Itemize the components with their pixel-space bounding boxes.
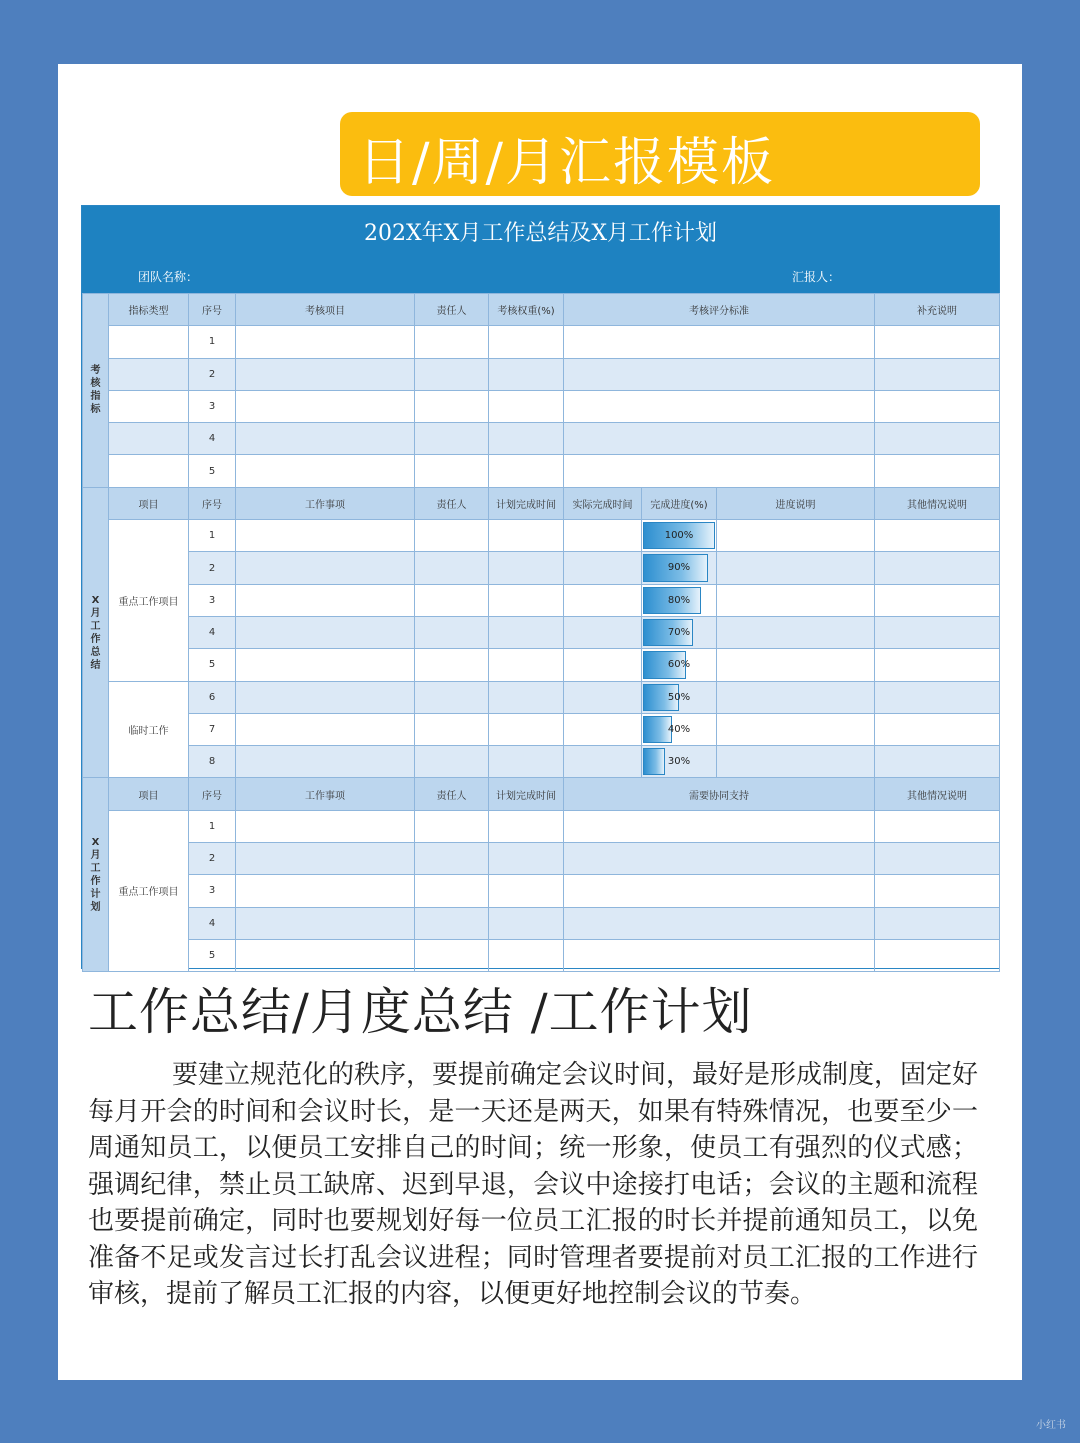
table-cell: [236, 681, 415, 713]
table-cell: [236, 358, 415, 390]
table-cell: [564, 907, 875, 939]
table-cell: [489, 552, 564, 584]
table-cell: [875, 681, 1000, 713]
table-cell: [564, 390, 875, 422]
table-row: [83, 810, 1000, 842]
row-number: 2: [189, 358, 236, 390]
table-row: [83, 390, 1000, 422]
table-row: [83, 294, 1000, 326]
table-cell: [564, 552, 642, 584]
column-header: 工作事项: [236, 778, 415, 810]
table-row: [83, 875, 1000, 907]
table-cell: [415, 358, 489, 390]
row-number: 2: [189, 843, 236, 875]
team-name-label: 团队名称：: [138, 270, 199, 284]
progress-cell: [642, 746, 717, 778]
row-number: 5: [189, 649, 236, 681]
title-banner: [340, 112, 980, 196]
row-number: 4: [189, 907, 236, 939]
table-cell: [489, 616, 564, 648]
table-cell: [415, 746, 489, 778]
row-number: 7: [189, 713, 236, 745]
column-header: 责任人: [415, 487, 489, 519]
column-header: 序号: [189, 294, 236, 326]
body-paragraph: 要建立规范化的秩序，要提前确定会议时间，最好是形成制度，固定好每月开会的时间和会议时长，是一天还是两天，如果有特殊情况，也要至少一周通知员工，以便员工安排自己的时间；统一形象，使员工有强烈的仪式感；强调纪律，禁止员工缺席、迟到早退，会议中途接打电话；会议的主题和流程也要提前确定，同时也要规划好每一位员工汇报的时长并提前通知员工，以免准备不足或发言过长打乱会议进程；同时管理者要提前对员工汇报的工作进行审核，提前了解员工汇报的内容，以便更好地控制会议的节奏。: [88, 1060, 979, 1309]
table-cell: [489, 746, 564, 778]
sheet-header: [82, 206, 999, 293]
table-row: [83, 778, 1000, 810]
table-cell: [564, 358, 875, 390]
table-cell: [564, 584, 642, 616]
table-cell: [875, 423, 1000, 455]
progress-label: 60%: [667, 659, 691, 671]
table-cell: [875, 810, 1000, 842]
table-cell: [564, 875, 875, 907]
table-row: [83, 746, 1000, 778]
table-cell: [489, 810, 564, 842]
table-cell: [109, 358, 189, 390]
table-row: [83, 423, 1000, 455]
reporter-label: 汇报人：: [792, 270, 841, 284]
table-cell: [564, 649, 642, 681]
table-cell: [109, 423, 189, 455]
banner-title: 日/周/月汇报模板: [358, 133, 776, 193]
table-cell: [415, 649, 489, 681]
table-cell: [415, 520, 489, 552]
report-sheet: [81, 205, 1000, 969]
progress-label: 70%: [667, 626, 691, 638]
table-cell: [489, 713, 564, 745]
table-cell: [875, 616, 1000, 648]
table-cell: [236, 455, 415, 487]
progress-cell: [642, 584, 717, 616]
table-cell: [415, 810, 489, 842]
row-number: 4: [189, 423, 236, 455]
column-header: 考核项目: [236, 294, 415, 326]
row-number: 3: [189, 875, 236, 907]
table-cell: [236, 713, 415, 745]
table-cell: [489, 875, 564, 907]
table-cell: [415, 681, 489, 713]
table-cell: [415, 713, 489, 745]
row-number: 3: [189, 390, 236, 422]
table-row: [83, 358, 1000, 390]
group-label: 临时工作: [109, 681, 189, 778]
table-cell: [489, 939, 564, 971]
progress-cell: [642, 649, 717, 681]
report-table: [82, 293, 1000, 972]
table-cell: [875, 713, 1000, 745]
progress-cell: [642, 713, 717, 745]
column-header: 工作事项: [236, 487, 415, 519]
table-cell: [489, 681, 564, 713]
table-cell: [236, 423, 415, 455]
row-number: 4: [189, 616, 236, 648]
table-cell: [236, 326, 415, 358]
table-cell: [875, 843, 1000, 875]
column-header: 考核评分标准: [564, 294, 875, 326]
table-cell: [875, 326, 1000, 358]
table-cell: [236, 746, 415, 778]
column-header: 需要协同支持: [564, 778, 875, 810]
progress-label: 80%: [667, 594, 691, 606]
table-cell: [875, 552, 1000, 584]
table-row: [83, 713, 1000, 745]
table-row: [83, 616, 1000, 648]
table-cell: [564, 810, 875, 842]
progress-cell: [642, 520, 717, 552]
table-row: [83, 939, 1000, 971]
table-cell: [415, 616, 489, 648]
table-cell: [415, 843, 489, 875]
column-header: 其他情况说明: [875, 487, 1000, 519]
table-cell: [415, 390, 489, 422]
table-cell: [875, 875, 1000, 907]
table-cell: [875, 455, 1000, 487]
table-cell: [875, 358, 1000, 390]
table-cell: [564, 326, 875, 358]
column-header: 考核权重(%): [489, 294, 564, 326]
column-header: 序号: [189, 487, 236, 519]
column-header: 责任人: [415, 294, 489, 326]
table-cell: [875, 907, 1000, 939]
table-cell: [236, 907, 415, 939]
table-cell: [236, 390, 415, 422]
table-cell: [717, 520, 875, 552]
column-header: 补充说明: [875, 294, 1000, 326]
table-cell: [564, 939, 875, 971]
table-cell: [236, 616, 415, 648]
table-row: [83, 649, 1000, 681]
row-number: 5: [189, 455, 236, 487]
table-cell: [489, 520, 564, 552]
table-row: [83, 455, 1000, 487]
table-cell: [489, 326, 564, 358]
table-cell: [415, 326, 489, 358]
kpi-side-label: [83, 294, 109, 488]
row-number: 1: [189, 520, 236, 552]
table-cell: [875, 939, 1000, 971]
table-cell: [875, 649, 1000, 681]
table-cell: [489, 423, 564, 455]
table-cell: [717, 584, 875, 616]
column-header: 项目: [109, 487, 189, 519]
column-header: 指标类型: [109, 294, 189, 326]
table-cell: [489, 907, 564, 939]
table-row: [83, 326, 1000, 358]
progress-cell: [642, 616, 717, 648]
column-header: 责任人: [415, 778, 489, 810]
column-header: 计划完成时间: [489, 487, 564, 519]
table-cell: [415, 552, 489, 584]
table-cell: [415, 939, 489, 971]
table-cell: [564, 520, 642, 552]
section-subtitle: 工作总结/月度总结 /工作计划: [88, 983, 753, 1041]
table-cell: [489, 584, 564, 616]
table-row: [83, 584, 1000, 616]
table-cell: [564, 423, 875, 455]
summary-side-label: [83, 487, 109, 778]
progress-label: 30%: [667, 756, 691, 768]
row-number: 8: [189, 746, 236, 778]
table-cell: [875, 584, 1000, 616]
table-cell: [236, 843, 415, 875]
table-cell: [415, 455, 489, 487]
table-row: [83, 552, 1000, 584]
column-header: 进度说明: [717, 487, 875, 519]
group-label: 重点工作项目: [109, 810, 189, 971]
column-header: 项目: [109, 778, 189, 810]
table-cell: [717, 746, 875, 778]
table-cell: [875, 746, 1000, 778]
table-cell: [236, 584, 415, 616]
table-cell: [236, 810, 415, 842]
table-cell: [564, 843, 875, 875]
table-cell: [236, 939, 415, 971]
table-cell: [564, 746, 642, 778]
table-row: [83, 843, 1000, 875]
row-number: 2: [189, 552, 236, 584]
table-cell: [564, 455, 875, 487]
table-cell: [489, 455, 564, 487]
table-cell: [489, 649, 564, 681]
table-cell: [109, 455, 189, 487]
row-number: 1: [189, 326, 236, 358]
progress-cell: [642, 552, 717, 584]
table-row: [83, 681, 1000, 713]
plan-side-label: [83, 778, 109, 972]
table-cell: [875, 520, 1000, 552]
kpi-side-label-text: 考核指标: [90, 365, 101, 416]
table-cell: [717, 649, 875, 681]
table-cell: [236, 649, 415, 681]
table-cell: [564, 681, 642, 713]
table-cell: [415, 584, 489, 616]
column-header: 序号: [189, 778, 236, 810]
table-row: [83, 487, 1000, 519]
summary-side-label-text: X月工作总结: [90, 594, 101, 671]
table-cell: [717, 552, 875, 584]
group-label: 重点工作项目: [109, 520, 189, 681]
table-cell: [236, 875, 415, 907]
row-number: 1: [189, 810, 236, 842]
table-cell: [415, 423, 489, 455]
table-cell: [236, 552, 415, 584]
table-cell: [415, 907, 489, 939]
progress-label: 50%: [667, 691, 691, 703]
progress-label: 40%: [667, 723, 691, 735]
table-cell: [564, 616, 642, 648]
sheet-title: 202X年X月工作总结及X月工作计划: [364, 221, 717, 246]
column-header: 实际完成时间: [564, 487, 642, 519]
column-header: 完成进度(%): [642, 487, 717, 519]
table-cell: [489, 358, 564, 390]
table-cell: [489, 390, 564, 422]
progress-cell: [642, 681, 717, 713]
watermark: 小红书: [1036, 1420, 1066, 1431]
table-cell: [717, 713, 875, 745]
table-cell: [415, 875, 489, 907]
plan-side-label-text: X月工作计划: [90, 836, 101, 913]
column-header: 其他情况说明: [875, 778, 1000, 810]
row-number: 6: [189, 681, 236, 713]
table-cell: [109, 326, 189, 358]
table-cell: [717, 681, 875, 713]
progress-label: 90%: [667, 562, 691, 574]
progress-label: 100%: [664, 530, 694, 542]
table-cell: [717, 616, 875, 648]
table-cell: [875, 390, 1000, 422]
table-cell: [236, 520, 415, 552]
table-cell: [109, 390, 189, 422]
table-row: [83, 907, 1000, 939]
table-cell: [564, 713, 642, 745]
table-cell: [489, 843, 564, 875]
column-header: 计划完成时间: [489, 778, 564, 810]
row-number: 3: [189, 584, 236, 616]
table-row: [83, 520, 1000, 552]
row-number: 5: [189, 939, 236, 971]
